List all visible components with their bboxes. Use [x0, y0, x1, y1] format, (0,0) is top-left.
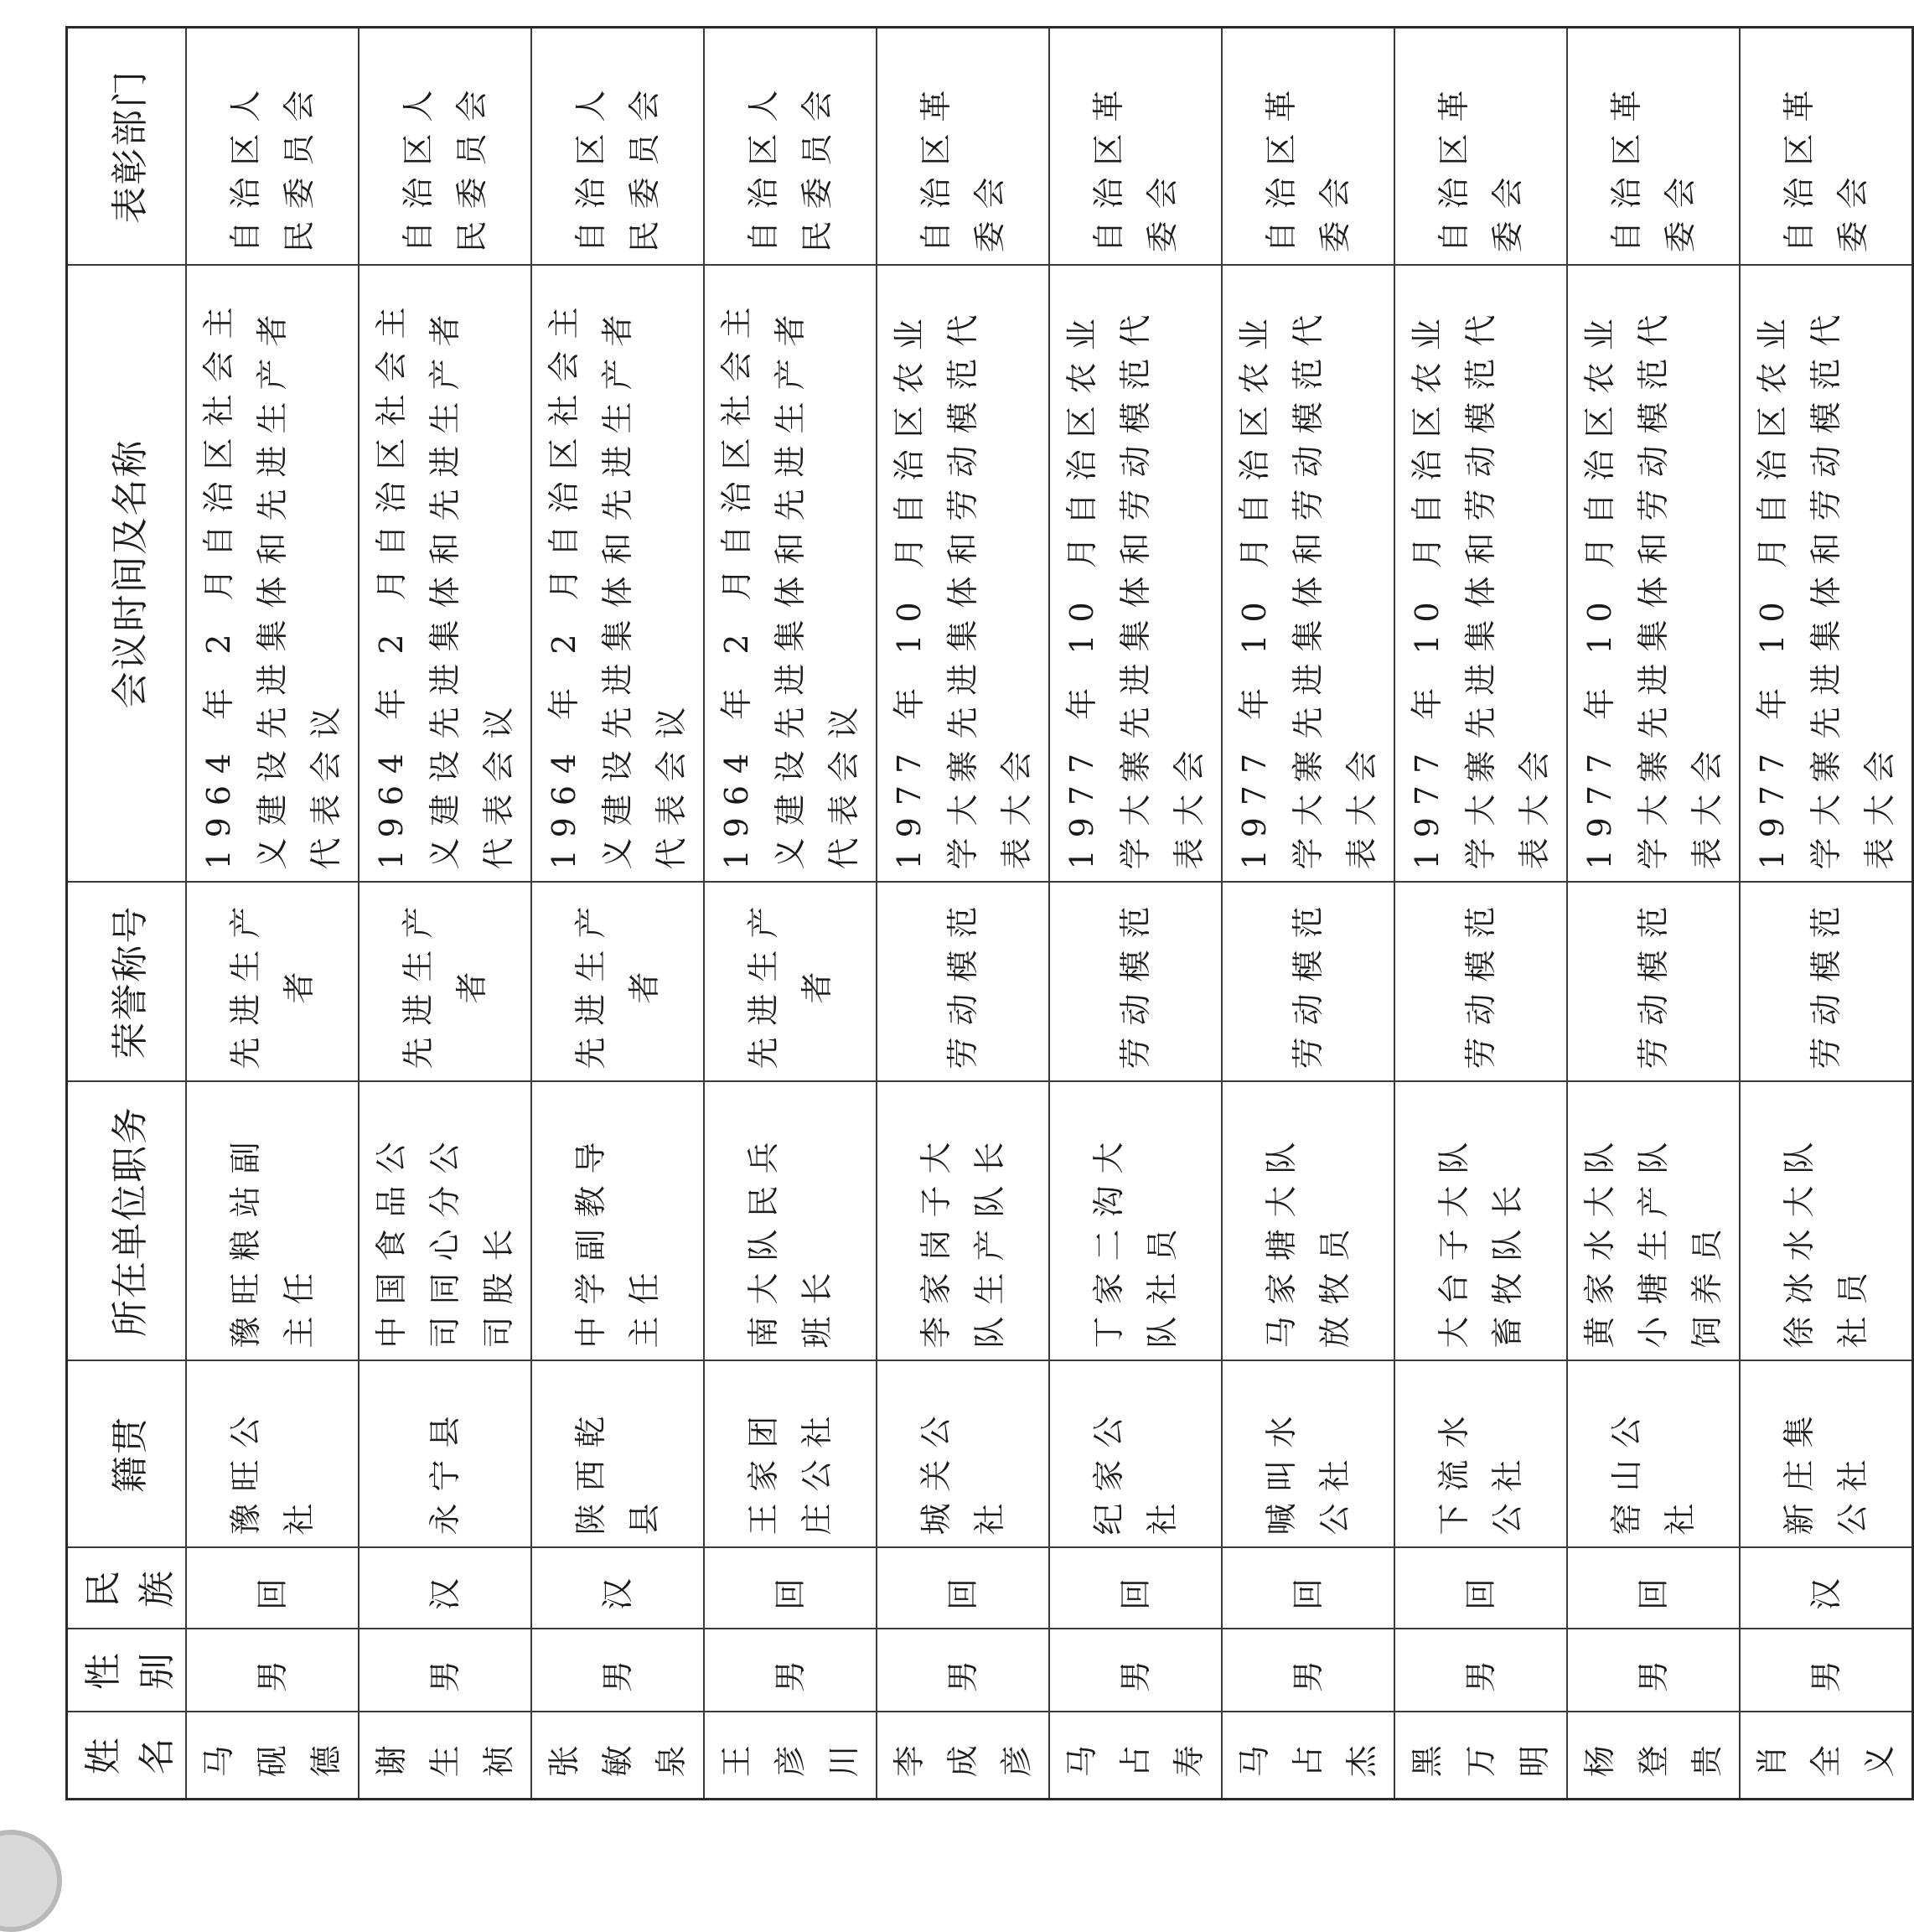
- cell-unit-position: 中学副教导主任: [531, 1082, 704, 1361]
- cell-honor: 劳动模范: [1049, 883, 1222, 1082]
- cell-meeting: 1977 年 10 月自治区农业学大寨先进集体和劳动模范代表大会: [1222, 266, 1394, 883]
- cell-origin: 下流水公社: [1394, 1361, 1567, 1548]
- cell-meeting: 1977 年 10 月自治区农业学大寨先进集体和劳动模范代表大会: [1567, 266, 1740, 883]
- honor-roll-table: [65, 26, 1914, 1800]
- cell-name: 张敏泉: [531, 1712, 704, 1800]
- cell-issuer: 自治区人民委员会: [704, 28, 877, 266]
- cell-gender: 男: [186, 1629, 359, 1712]
- table-row: [1049, 28, 1222, 1800]
- header-row: [67, 28, 187, 1800]
- header-meeting: 会议时间及名称: [67, 266, 187, 883]
- cell-name: 谢生祯: [359, 1712, 531, 1800]
- cell-gender: 男: [359, 1629, 531, 1712]
- cell-unit-position: 南大队民兵班长: [704, 1082, 877, 1361]
- cell-name: 王彦川: [704, 1712, 877, 1800]
- cell-ethnicity: 回: [1049, 1548, 1222, 1629]
- cell-meeting: 1977 年 10 月自治区农业学大寨先进集体和劳动模范代表大会: [1740, 266, 1913, 883]
- table-row: [877, 28, 1049, 1800]
- cell-honor: 先进生产者: [186, 883, 359, 1082]
- cell-origin: 喊叫水公社: [1222, 1361, 1394, 1548]
- cell-issuer: 自治区人民委员会: [359, 28, 531, 266]
- cell-meeting: 1977 年 10 月自治区农业学大寨先进集体和劳动模范代表大会: [877, 266, 1049, 883]
- cell-name: 黑万明: [1394, 1712, 1567, 1800]
- cell-meeting: 1977 年 10 月自治区农业学大寨先进集体和劳动模范代表大会: [1394, 266, 1567, 883]
- table-row: [1567, 28, 1740, 1800]
- cell-unit-position: 李家岗子大队生产队长: [877, 1082, 1049, 1361]
- cell-origin: 永宁县: [359, 1361, 531, 1548]
- cell-honor: 劳动模范: [1394, 883, 1567, 1082]
- cell-gender: 男: [1222, 1629, 1394, 1712]
- table-row: [531, 28, 704, 1800]
- cell-honor: 先进生产者: [704, 883, 877, 1082]
- cell-gender: 男: [1567, 1629, 1740, 1712]
- cell-unit-position: 丁家二沟大队社员: [1049, 1082, 1222, 1361]
- cell-gender: 男: [1740, 1629, 1913, 1712]
- rotated-page: [65, 28, 1898, 1800]
- header-honor: 荣誉称号: [67, 883, 187, 1082]
- cell-name: 马砚德: [186, 1712, 359, 1800]
- cell-meeting: 1964 年 2 月自治区社会主义建设先进集体和先进生产者代表会议: [704, 266, 877, 883]
- cell-origin: 豫旺公社: [186, 1361, 359, 1548]
- cell-origin: 新庄集公社: [1740, 1361, 1913, 1548]
- cell-ethnicity: 回: [877, 1548, 1049, 1629]
- cell-ethnicity: 汉: [359, 1548, 531, 1629]
- cell-issuer: 自治区革委会: [1394, 28, 1567, 266]
- cell-ethnicity: 汉: [531, 1548, 704, 1629]
- table-row: [1394, 28, 1567, 1800]
- cell-meeting: 1964 年 2 月自治区社会主义建设先进集体和先进生产者代表会议: [186, 266, 359, 883]
- cell-honor: 劳动模范: [1567, 883, 1740, 1082]
- cell-origin: 纪家公社: [1049, 1361, 1222, 1548]
- header-name: 姓名: [67, 1712, 187, 1800]
- cell-gender: 男: [704, 1629, 877, 1712]
- cell-issuer: 自治区人民委员会: [186, 28, 359, 266]
- cell-name: 李成彦: [877, 1712, 1049, 1800]
- cell-unit-position: 徐冰水大队社员: [1740, 1082, 1913, 1361]
- table-row: [704, 28, 877, 1800]
- cell-name: 肖全义: [1740, 1712, 1913, 1800]
- cell-honor: 先进生产者: [359, 883, 531, 1082]
- cell-origin: 窑山公社: [1567, 1361, 1740, 1548]
- honor-roll-table-block: [65, 28, 1898, 1800]
- cell-origin: 王家团庄公社: [704, 1361, 877, 1548]
- cell-name: 马占寿: [1049, 1712, 1222, 1800]
- cell-name: 杨登贵: [1567, 1712, 1740, 1800]
- cell-ethnicity: 回: [704, 1548, 877, 1629]
- cell-issuer: 自治区革委会: [1222, 28, 1394, 266]
- table-row: [359, 28, 531, 1800]
- cell-meeting: 1964 年 2 月自治区社会主义建设先进集体和先进生产者代表会议: [531, 266, 704, 883]
- cell-ethnicity: 回: [186, 1548, 359, 1629]
- cell-gender: 男: [531, 1629, 704, 1712]
- corner-stamp-decoration: [0, 1830, 62, 1932]
- cell-honor: 劳动模范: [1740, 883, 1913, 1082]
- cell-issuer: 自治区革委会: [1740, 28, 1913, 266]
- cell-ethnicity: 回: [1222, 1548, 1394, 1629]
- cell-gender: 男: [1049, 1629, 1222, 1712]
- cell-issuer: 自治区人民委员会: [531, 28, 704, 266]
- cell-gender: 男: [1394, 1629, 1567, 1712]
- header-issuer: 表彰部门: [67, 28, 187, 266]
- cell-unit-position: 马家塘大队放牧员: [1222, 1082, 1394, 1361]
- cell-gender: 男: [877, 1629, 1049, 1712]
- cell-honor: 劳动模范: [1222, 883, 1394, 1082]
- cell-origin: 陕西乾县: [531, 1361, 704, 1548]
- cell-honor: 劳动模范: [877, 883, 1049, 1082]
- cell-ethnicity: 回: [1394, 1548, 1567, 1629]
- header-unit-position: 所在单位职务: [67, 1082, 187, 1361]
- cell-unit-position: 豫旺粮站副主任: [186, 1082, 359, 1361]
- cell-issuer: 自治区革委会: [877, 28, 1049, 266]
- cell-unit-position: 大台子大队畜牧队长: [1394, 1082, 1567, 1361]
- table-row: [1740, 28, 1913, 1800]
- cell-ethnicity: 汉: [1740, 1548, 1913, 1629]
- cell-issuer: 自治区革委会: [1567, 28, 1740, 266]
- cell-unit-position: 中国食品公司同心分公司股长: [359, 1082, 531, 1361]
- header-ethnicity: 民族: [67, 1548, 187, 1629]
- table-row: [1222, 28, 1394, 1800]
- cell-name: 马占杰: [1222, 1712, 1394, 1800]
- cell-meeting: 1964 年 2 月自治区社会主义建设先进集体和先进生产者代表会议: [359, 266, 531, 883]
- header-gender: 性别: [67, 1629, 187, 1712]
- cell-meeting: 1977 年 10 月自治区农业学大寨先进集体和劳动模范代表大会: [1049, 266, 1222, 883]
- cell-honor: 先进生产者: [531, 883, 704, 1082]
- cell-ethnicity: 回: [1567, 1548, 1740, 1629]
- table-row: [186, 28, 359, 1800]
- cell-origin: 城关公社: [877, 1361, 1049, 1548]
- cell-unit-position: 黄家水大队小塘生产队饲养员: [1567, 1082, 1740, 1361]
- header-origin: 籍贯: [67, 1361, 187, 1548]
- cell-issuer: 自治区革委会: [1049, 28, 1222, 266]
